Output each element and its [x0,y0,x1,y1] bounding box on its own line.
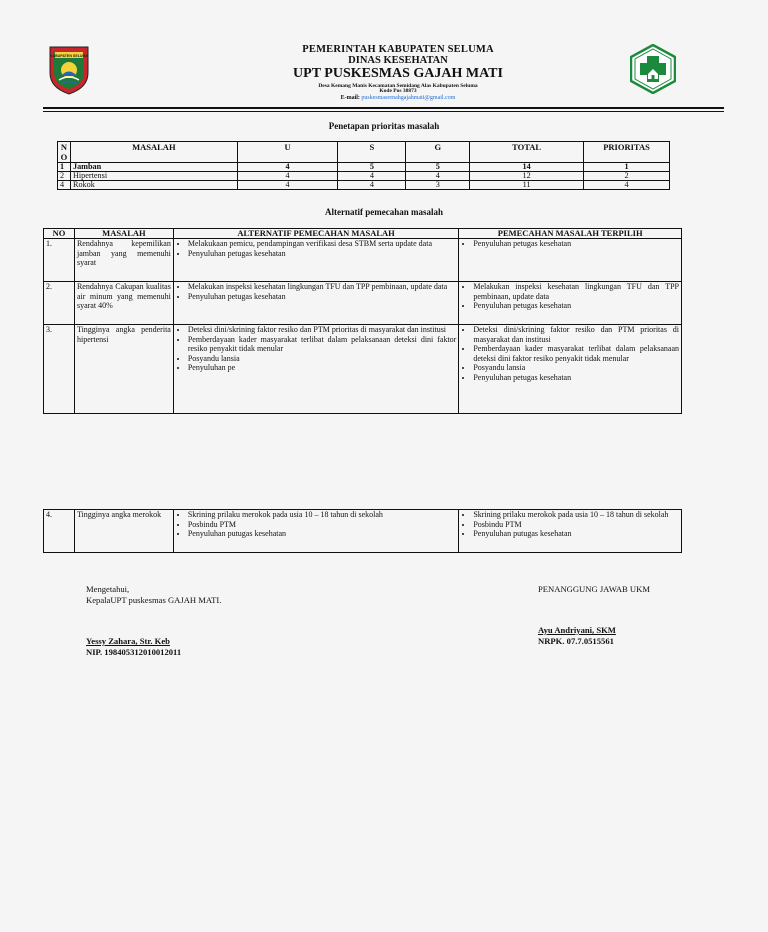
alternatives-table-continued [43,509,682,553]
cell-prioritas: 4 [584,181,670,190]
cell-masalah: Tingginya angka penderita hipertensi [74,325,173,414]
cell-u: 4 [237,172,338,181]
letterhead [250,44,546,102]
table-row [58,181,670,190]
col-prioritas: PRIORITAS [584,142,670,163]
list-item: • Penyuluhan putugas kesehatan [188,529,457,539]
cell-g: 3 [406,181,470,190]
seluma-regency-logo [47,43,91,95]
cell-masalah: Rendahnya Cakupan kualitas air minum yang memenuhi syarat 40% [74,282,173,325]
cell-masalah: Jamban [70,163,237,172]
list-item: • Deteksi dini/skrining faktor resiko dan PTM prioritas di masyarakat dan institusi [473,325,679,344]
signer-title: PENANGGUNG JAWAB UKM [538,584,650,594]
signer-name: Yessy Zahara, Str. Keb [86,636,170,646]
header-rule-thin [43,111,724,112]
puskesmas-logo [630,44,676,94]
svg-text:KABUPATEN SELUMA: KABUPATEN SELUMA [49,53,89,58]
signer-title: KepalaUPT puskesmas GAJAH MATI. [86,595,222,605]
cell-terpilih [459,239,682,282]
table-row [44,510,682,553]
cell-alternatif [173,510,459,553]
cell-terpilih [459,325,682,414]
cell-g: 5 [406,163,470,172]
col-s: S [338,142,406,163]
cell-s: 5 [338,163,406,172]
cell-u: 4 [237,181,338,190]
list-item: • Skrining prilaku merokok pada usia 10 – 18 tahun di sekolah [188,510,457,520]
col-no: NO [44,229,75,239]
list-item: • Melakukaan pemicu, pendampingan verifikasi desa STBM serta update data [188,239,457,249]
list-item: • Posyandu lansia [473,363,679,373]
cell-s: 4 [338,172,406,181]
cell-u: 4 [237,163,338,172]
institution-name: UPT PUSKESMAS GAJAH MATI [293,66,503,82]
cell-prioritas: 1 [584,163,670,172]
postal-code: Kode Pos 38873 [379,88,417,95]
cell-total: 14 [470,163,584,172]
cell-s: 4 [338,181,406,190]
cell-g: 4 [406,172,470,181]
list-item: • Penyuluhan petugas kesehatan [473,373,679,383]
list-item: • Deteksi dini/skrining faktor resiko dan PTM prioritas di masyarakat dan institusi [188,325,457,335]
signer-id: NRPK. 07.7.0515561 [538,636,614,646]
cell-no: 1. [44,239,75,282]
list-item: • Penyuluhan petugas kesehatan [188,292,457,302]
list-item: • Skrining prilaku merokok pada usia 10 – 18 tahun di sekolah [473,510,679,520]
government-name: PEMERINTAH KABUPATEN SELUMA [302,44,494,55]
col-no: N O [58,142,71,163]
list-item: • Penyuluhan petugas kesehatan [473,239,679,249]
cell-masalah: Hipertensi [70,172,237,181]
signer-id: NIP. 198405312010012011 [86,647,182,657]
list-item: • Penyuluhan petugas kesehatan [473,301,679,311]
signature-left [86,584,221,658]
col-u: U [237,142,338,163]
cell-no: 4 [58,181,71,190]
cell-masalah: Rokok [70,181,237,190]
email-link[interactable]: puskesmasrenahgajahmati@gmail.com [361,95,456,102]
cell-total: 11 [470,181,584,190]
col-masalah: MASALAH [70,142,237,163]
table-row [44,282,682,325]
agency-name: DINAS KESEHATAN [348,55,448,67]
email-line [250,95,546,101]
col-masalah: MASALAH [74,229,173,239]
list-item: • Penyuluhan petugas kesehatan [188,249,457,259]
header-rule-thick [43,107,724,109]
list-item: • Posbindu PTM [473,520,679,530]
list-item: • Penyuluhan putugas kesehatan [473,529,679,539]
list-item: • Melakukan inspeksi kesehatan lingkungan TFU dan TPP pembinaan, update data [473,282,679,301]
address: Desa Kemang Manis Kecamatan Semidang Alas Kabupaten Seluma [318,82,478,89]
cell-masalah: Tingginya angka merokok [74,510,173,553]
col-total: TOTAL [470,142,584,163]
cell-no: 4. [44,510,75,553]
priority-title: Penetapan prioritas masalah [328,121,440,131]
cell-no: 2 [58,172,71,181]
signer-name: Ayu Andriyani, SKM [538,625,616,635]
cell-prioritas: 2 [584,172,670,181]
acknowledged-label: Mengetahui, [86,584,130,594]
list-item: • Posbindu PTM [188,520,457,530]
cell-no: 1 [58,163,71,172]
col-terpilih: PEMECAHAN MASALAH TERPILIH [459,229,682,239]
list-item: • Melakukan inspeksi kesehatan lingkungan TFU dan TPP pembinaan, update data [188,282,457,292]
list-item: • Pemberdayaan kader masyarakat terlibat dalam pelaksanaan deteksi dini faktor resiko penyakit tidak menular [473,344,679,363]
list-item: • Posyandu lansia [188,354,457,364]
list-item: • Penyuluhan pe [188,363,457,373]
cell-terpilih [459,510,682,553]
table-row [44,239,682,282]
alternatives-title: Alternatif pemecahan masalah [325,207,443,217]
alternatives-header-row [44,229,682,239]
list-item: • Pemberdayaan kader masyarakat terlibat dalam pelaksanaan deteksi dini faktor resiko penyakit tidak menular [188,335,457,354]
cell-alternatif [173,325,459,414]
priority-table [57,141,670,190]
cell-total: 12 [470,172,584,181]
signature-right [538,584,650,647]
col-g: G [406,142,470,163]
email-label: E-mail: [340,95,360,102]
alternatives-table [43,228,682,414]
priority-header-row [58,142,670,163]
table-row [44,325,682,414]
cell-alternatif [173,282,459,325]
table-row [58,172,670,181]
table-row [58,163,670,172]
cell-masalah: Rendahnya kepemilikan jamban yang memenuhi syarat [74,239,173,282]
cell-terpilih [459,282,682,325]
cell-no: 2. [44,282,75,325]
cell-alternatif [173,239,459,282]
cell-no: 3. [44,325,75,414]
col-alternatif: ALTERNATIF PEMECAHAN MASALAH [173,229,459,239]
